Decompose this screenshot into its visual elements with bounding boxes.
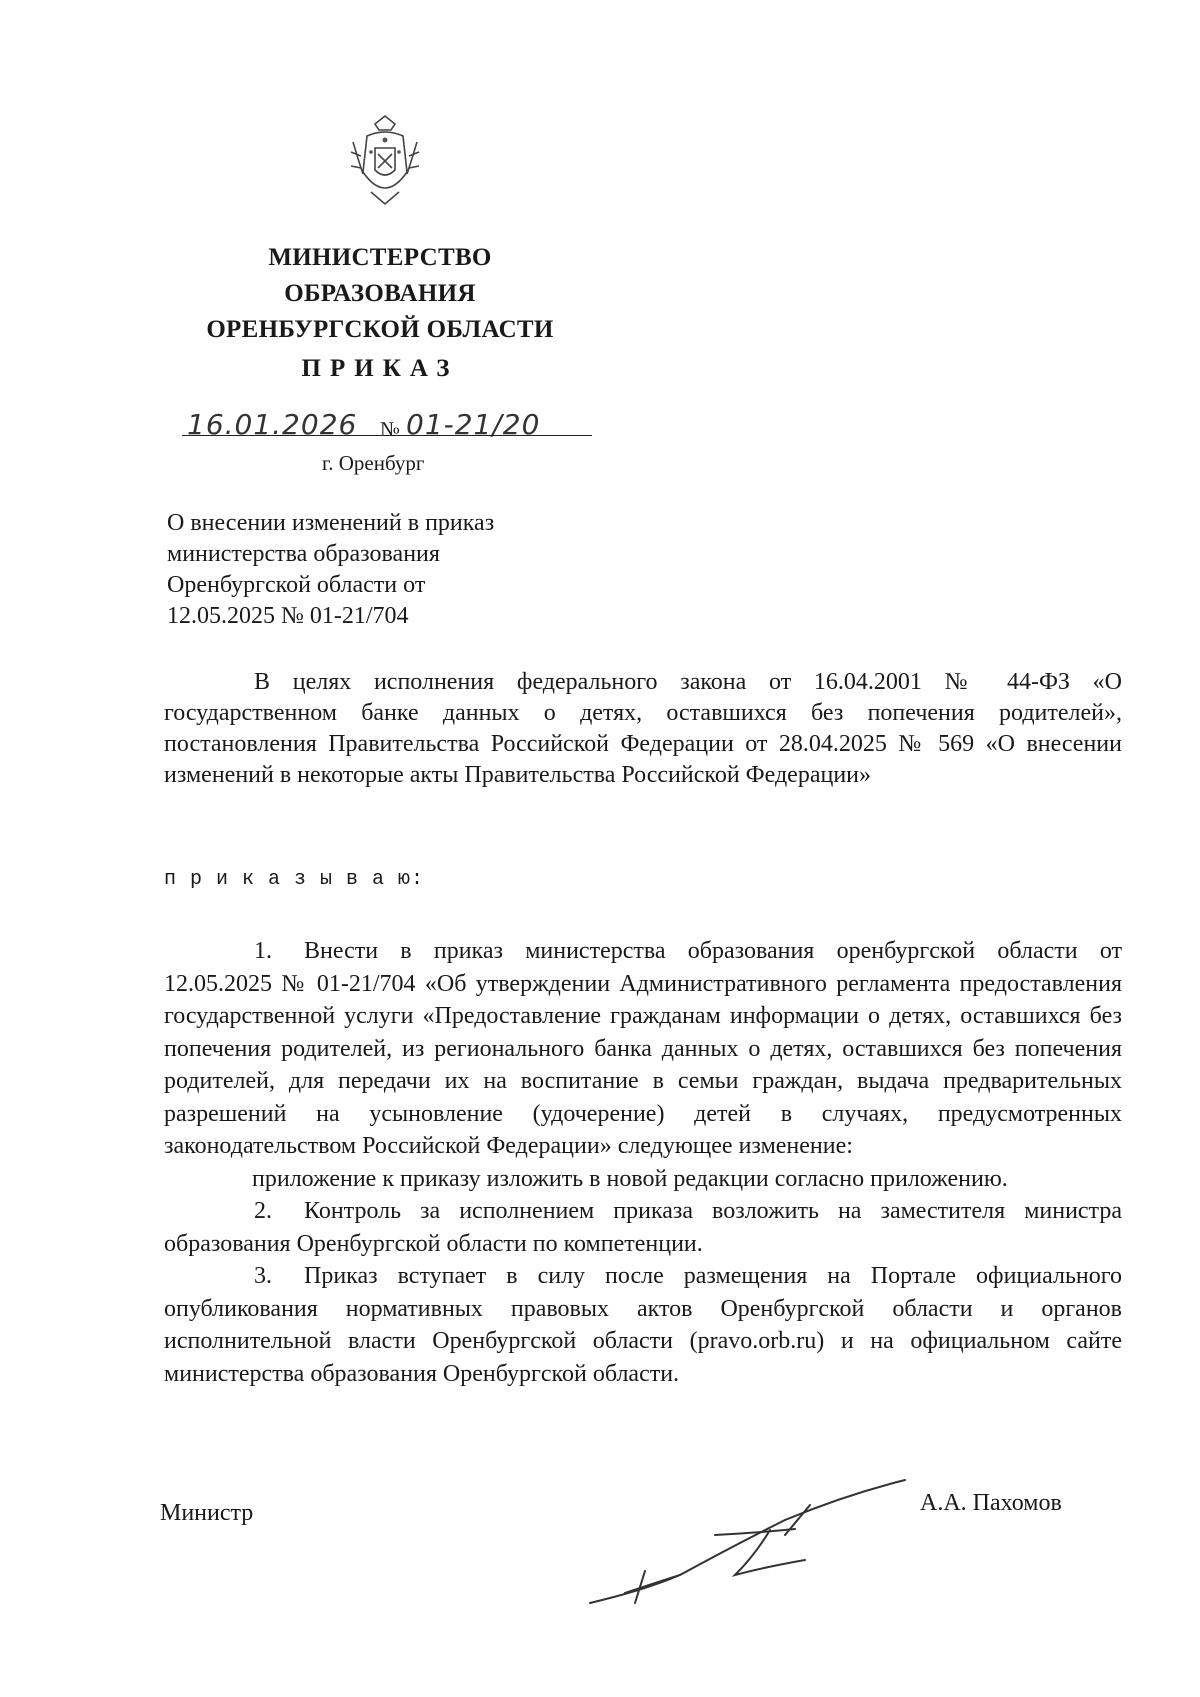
order-item — [164, 935, 1122, 1163]
order-number: 01-21/20 — [406, 408, 541, 441]
ministry-name — [160, 240, 600, 348]
order-item — [164, 1163, 1122, 1196]
coat-of-arms-emblem — [345, 112, 425, 212]
order-item — [164, 1195, 1122, 1260]
order-item — [164, 1260, 1122, 1390]
item-number: 1. — [254, 938, 272, 964]
signer-position: Министр — [160, 1500, 254, 1526]
order-items — [164, 935, 1122, 1390]
preamble-paragraph — [164, 667, 1122, 791]
item-text: Контроль за исполнением приказа возложить на заместителя министра образования Оренбургской области по компетенции. — [164, 1198, 1122, 1257]
handwritten-signature — [585, 1475, 925, 1615]
subject-line: Оренбургской области от — [167, 572, 426, 598]
city: г. Оренбург — [322, 451, 425, 475]
document-type: ПРИКАЗ — [301, 355, 459, 382]
ministry-name-line: ОРЕНБУРГСКОЙ ОБЛАСТИ — [206, 316, 554, 343]
item-text: Приказ вступает в силу после размещения на Портале официального опубликования нормативных правовых актов Оренбургской области и органов исполнительной власти Оренбургской области (pravo.orb.ru) и на официальном сайте министерства образования Оренбургской области. — [164, 1263, 1122, 1387]
date-number-underline — [182, 435, 592, 436]
signer-name: А.А. Пахомов — [920, 1490, 1062, 1516]
ministry-name-line: МИНИСТЕРСТВО — [268, 244, 492, 271]
order-date: 16.01.2026 — [187, 408, 358, 441]
number-sign: № — [380, 417, 401, 441]
item-text: Внести в приказ министерства образования оренбургской области от 12.05.2025 № 01-21/704 «Об утверждении Административного регламента предоставления государственной услуги «Предоставление гражданам информации о детях, оставшихся без попечения родителей, из регионального банка данных о детях, оставшихся без попечения родителей, для передачи их на воспитание в семьи граждан, выдача предварительных разрешений на усыновление (удочерение) детей в случаях, предусмотренных законодательством Российской Федерации» следующее изменение: — [164, 938, 1122, 1159]
order-word: п р и к а з ы в а ю: — [164, 868, 425, 891]
item-number: 2. — [254, 1198, 272, 1224]
order-subject — [167, 508, 667, 632]
subject-line: О внесении изменений в приказ — [167, 510, 495, 536]
subject-line: министерства образования — [167, 541, 440, 567]
item-number: 3. — [254, 1263, 272, 1289]
preamble-text: В целях исполнения федерального закона от 16.04.2001 № 44-ФЗ «О государственном банке данных о детях, оставшихся без попечения родителей», постановления Правительства Российской Федерации от 28.04.2025 № 569 «О внесении изменений в некоторые акты Правительства Российской Федерации» — [164, 669, 1122, 788]
item-text: приложение к приказу изложить в новой редакции согласно приложению. — [252, 1165, 1008, 1192]
subject-line: 12.05.2025 № 01-21/704 — [167, 603, 409, 629]
ministry-name-line: ОБРАЗОВАНИЯ — [284, 280, 476, 307]
